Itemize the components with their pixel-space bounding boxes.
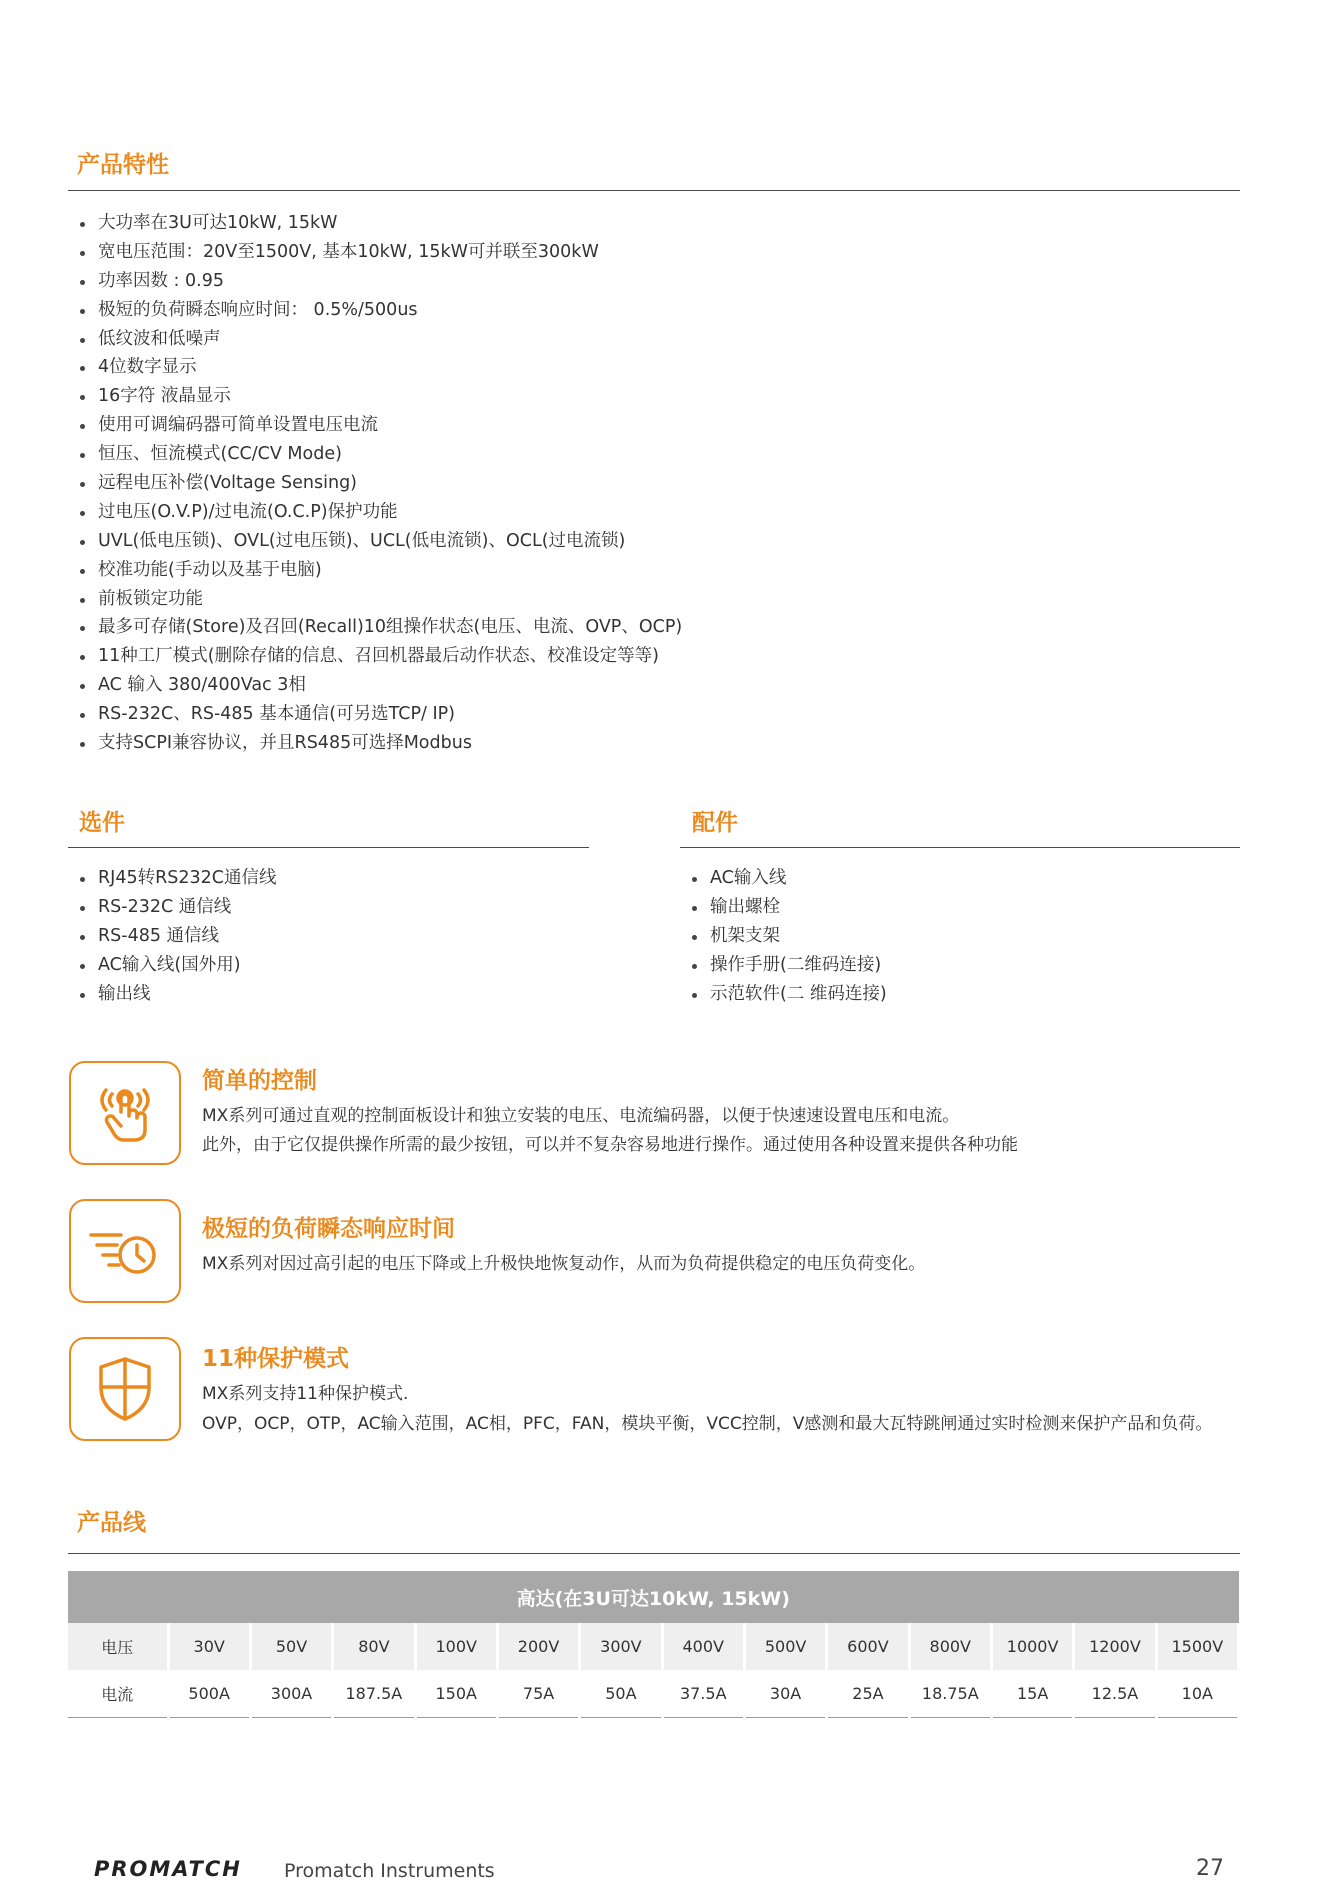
feature-item: 大功率在3U可达10kW, 15kW [78, 209, 682, 238]
voltage-cell: 300V [580, 1623, 662, 1670]
accessory-item: 操作手册(二维码连接) [690, 951, 887, 980]
current-cell: 150A [415, 1670, 497, 1718]
accessories-title: 配件 [692, 810, 738, 836]
highlight-text-protection-1: MX系列支持11种保护模式. [202, 1384, 409, 1404]
product-line-divider [68, 1553, 1240, 1554]
voltage-cell: 600V [827, 1623, 909, 1670]
current-label: 电流 [68, 1670, 168, 1718]
brand-subtitle: Promatch Instruments [284, 1860, 495, 1882]
current-cell: 300A [250, 1670, 332, 1718]
current-cell: 75A [497, 1670, 579, 1718]
accessories-divider [680, 847, 1240, 848]
feature-item: UVL(低电压锁)、OVL(过电压锁)、UCL(低电流锁)、OCL(过电流锁) [78, 527, 682, 556]
accessory-item: 机架支架 [690, 922, 887, 951]
option-item: 输出线 [78, 980, 276, 1009]
page-number: 27 [1196, 1856, 1224, 1881]
accessories-list [690, 864, 887, 1008]
current-row [68, 1670, 1239, 1718]
brand-logo: PROMATCH [94, 1857, 242, 1881]
highlight-text-control-1: MX系列可通过直观的控制面板设计和独立安装的电压、电流编码器，以便于快速速设置电压和电流。 [202, 1106, 960, 1126]
feature-item: 低纹波和低噪声 [78, 325, 682, 354]
fast-response-clock-icon [69, 1199, 181, 1303]
highlight-title-response: 极短的负荷瞬态响应时间 [202, 1216, 455, 1242]
current-cell: 15A [991, 1670, 1073, 1718]
current-cell: 500A [168, 1670, 250, 1718]
features-divider [68, 190, 1240, 191]
voltage-cell: 500V [744, 1623, 826, 1670]
feature-item: 使用可调编码器可简单设置电压电流 [78, 411, 682, 440]
feature-item: 校准功能(手动以及基于电脑) [78, 556, 682, 585]
voltage-cell: 1200V [1074, 1623, 1156, 1670]
option-item: RS-485 通信线 [78, 922, 276, 951]
option-item: RJ45转RS232C通信线 [78, 864, 276, 893]
accessory-item: AC输入线 [690, 864, 887, 893]
feature-item: 过电压(O.V.P)/过电流(O.C.P)保护功能 [78, 498, 682, 527]
feature-item: 16字符 液晶显示 [78, 382, 682, 411]
feature-item: RS-232C、RS-485 基本通信(可另选TCP/ IP) [78, 700, 682, 729]
feature-item: 4位数字显示 [78, 353, 682, 382]
feature-item: 支持SCPI兼容协议，并且RS485可选择Modbus [78, 729, 682, 758]
voltage-cell: 50V [250, 1623, 332, 1670]
highlight-text-response-1: MX系列对因过高引起的电压下降或上升极快地恢复动作，从而为负荷提供稳定的电压负荷变化。 [202, 1254, 926, 1274]
voltage-row [68, 1623, 1239, 1670]
option-item: AC输入线(国外用) [78, 951, 276, 980]
touch-control-icon [69, 1061, 181, 1165]
voltage-cell: 30V [168, 1623, 250, 1670]
feature-item: AC 输入 380/400Vac 3相 [78, 671, 682, 700]
voltage-cell: 800V [909, 1623, 991, 1670]
voltage-cell: 400V [662, 1623, 744, 1670]
current-cell: 10A [1156, 1670, 1238, 1718]
voltage-cell: 1500V [1156, 1623, 1238, 1670]
options-divider [68, 847, 589, 848]
current-cell: 18.75A [909, 1670, 991, 1718]
accessory-item: 示范软件(二 维码连接) [690, 980, 887, 1009]
voltage-label: 电压 [68, 1623, 168, 1670]
feature-item: 最多可存储(Store)及召回(Recall)10组操作状态(电压、电流、OVP、OCP) [78, 613, 682, 642]
product-line-title: 产品线 [77, 1510, 146, 1536]
highlight-title-control: 简单的控制 [202, 1068, 317, 1094]
current-cell: 25A [827, 1670, 909, 1718]
features-title: 产品特性 [77, 152, 169, 178]
voltage-cell: 80V [333, 1623, 415, 1670]
current-cell: 12.5A [1074, 1670, 1156, 1718]
highlight-title-protection: 11种保护模式 [202, 1346, 350, 1372]
current-cell: 50A [580, 1670, 662, 1718]
option-item: RS-232C 通信线 [78, 893, 276, 922]
current-cell: 30A [744, 1670, 826, 1718]
voltage-cell: 200V [497, 1623, 579, 1670]
feature-item: 极短的负荷瞬态响应时间： 0.5%/500us [78, 296, 682, 325]
feature-item: 宽电压范围：20V至1500V, 基本10kW, 15kW可并联至300kW [78, 238, 682, 267]
options-list [78, 864, 276, 1008]
accessory-item: 输出螺栓 [690, 893, 887, 922]
feature-item: 远程电压补偿(Voltage Sensing) [78, 469, 682, 498]
feature-item: 恒压、恒流模式(CC/CV Mode) [78, 440, 682, 469]
options-title: 选件 [79, 810, 125, 836]
feature-item: 前板锁定功能 [78, 585, 682, 614]
feature-item: 功率因数 : 0.95 [78, 267, 682, 296]
highlight-text-control-2: 此外，由于它仅提供操作所需的最少按钮，可以并不复杂容易地进行操作。通过使用各种设置来提供各种功能 [202, 1135, 1018, 1155]
current-cell: 187.5A [333, 1670, 415, 1718]
protection-shield-icon [69, 1337, 181, 1441]
feature-item: 11种工厂模式(删除存储的信息、召回机器最后动作状态、校准设定等等) [78, 642, 682, 671]
voltage-cell: 100V [415, 1623, 497, 1670]
highlight-text-protection-2: OVP，OCP，OTP，AC输入范围，AC相，PFC，FAN，模块平衡，VCC控制，V感测和最大瓦特跳闸通过实时检测来保护产品和负荷。 [202, 1414, 1213, 1434]
product-line-table [68, 1571, 1240, 1718]
features-list [78, 209, 682, 758]
current-cell: 37.5A [662, 1670, 744, 1718]
table-header: 高达(在3U可达10kW, 15kW) [68, 1571, 1239, 1623]
voltage-cell: 1000V [991, 1623, 1073, 1670]
